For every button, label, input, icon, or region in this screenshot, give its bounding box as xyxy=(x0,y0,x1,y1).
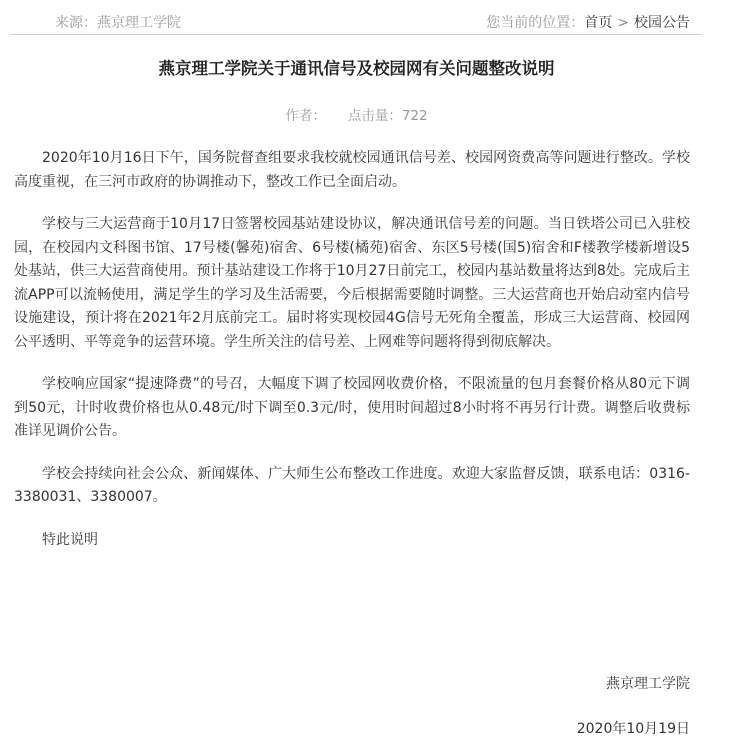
top-bar xyxy=(10,0,702,35)
location-label: 您当前的位置： xyxy=(486,15,585,31)
article-signature: 燕京理工学院 xyxy=(606,676,690,692)
article-body xyxy=(14,147,690,552)
article-date: 2020年10月19日 xyxy=(576,721,690,737)
article-paragraph: 学校会持续向社会公众、新闻媒体、广大师生公布整改工作进度。欢迎大家监督反馈，联系电话：0316-3380031、3380007。 xyxy=(14,465,690,505)
click-count: 722 xyxy=(401,108,428,124)
article-meta xyxy=(0,104,713,124)
author-label: 作者： xyxy=(285,108,326,124)
article-paragraph: 学校与三大运营商于10月17日签署校园基站建设协议，解决通讯信号差的问题。当日铁塔公司已入驻校园，在校园内文科图书馆、17号楼(馨苑)宿舍、6号楼(橘苑)宿舍、东区5号楼(国5)宿舍和F楼教学楼新增设5处基站，供三大运营商使用。预计基站建设工作将于10月27日前完工，校园内基站数量将达到8处。完成后主流APP可以流畅使用，满足学生的学习及生活需要，今后根据需要随时调整。三大运营商也开始启动室内信号设施建设，预计将在2021年2月底前完工。届时将实现校园4G信号无死角全覆盖，形成三大运营商、校园网公平透明、平等竞争的运营环境。学生所关注的信号差、上网难等问题将得到彻底解决。 xyxy=(14,216,690,350)
article-source: 来源：燕京理工学院 xyxy=(55,15,181,31)
article-title: 燕京理工学院关于通讯信号及校园网有关问题整改说明 xyxy=(158,59,555,78)
article-paragraph: 2020年10月16日下午，国务院督查组要求我校就校园通讯信号差、校园网资费高等问题进行整改。学校高度重视，在三河市政府的协调推动下，整改工作已全面启动。 xyxy=(14,150,690,190)
breadcrumb-home-link[interactable]: 首页 xyxy=(584,15,613,31)
article-paragraph: 学校响应国家“提速降费”的号召，大幅度下调了校园网收费价格，不限流量的包月套餐价格从80元下调到50元，计时收费价格也从0.48元/时下调至0.3元/时，使用时间超过8小时将不再另行计费。调整后收费标准详见调价公告。 xyxy=(14,376,690,439)
breadcrumb xyxy=(486,12,690,32)
breadcrumb-separator: > xyxy=(617,15,629,31)
clicks-label: 点击量： xyxy=(347,108,402,124)
breadcrumb-announcements-link[interactable]: 校园公告 xyxy=(634,15,690,31)
article-closing: 特此说明 xyxy=(42,531,98,548)
